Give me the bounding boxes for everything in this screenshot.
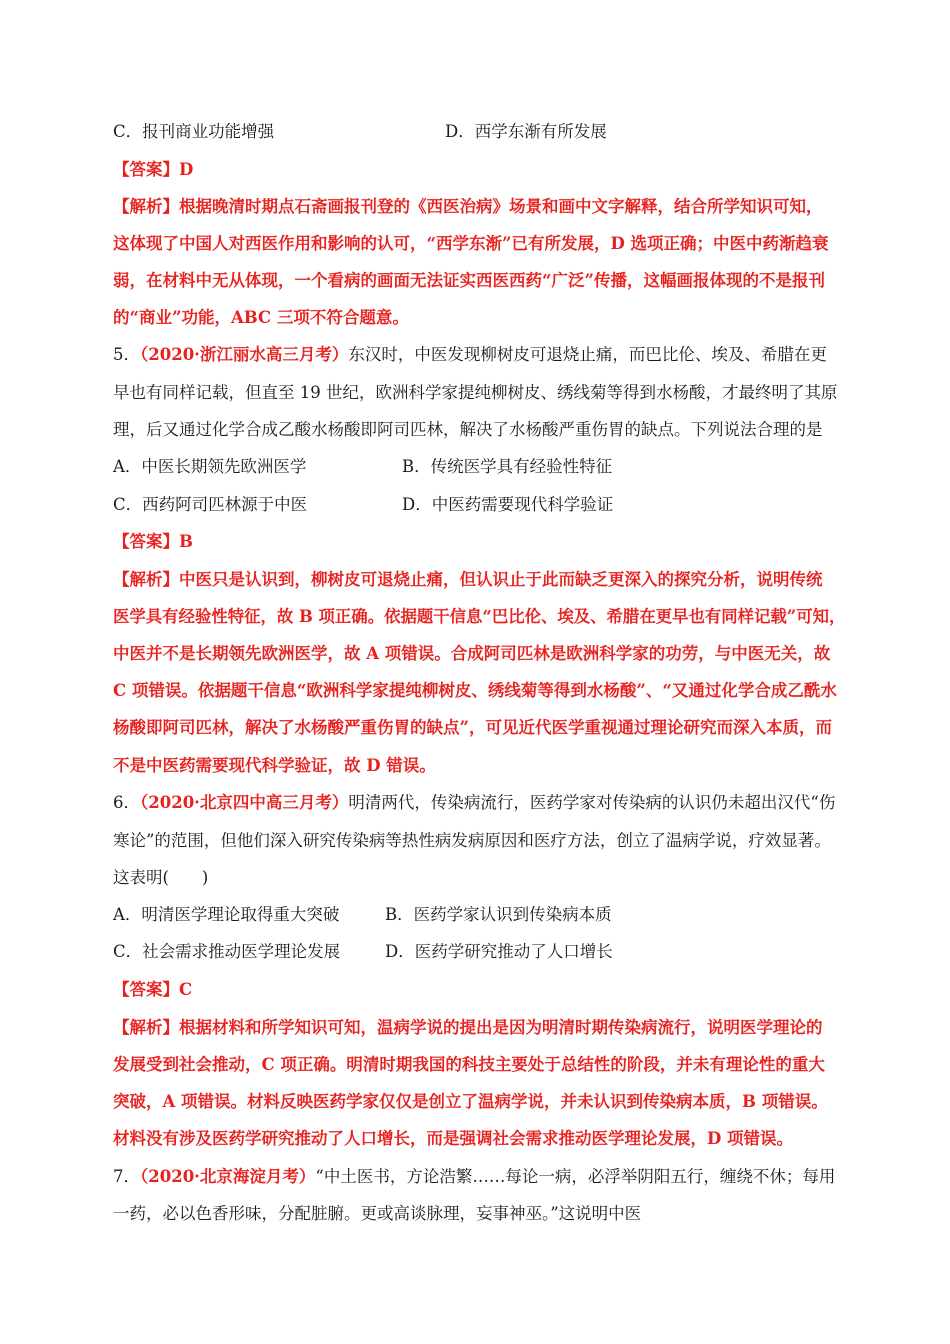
q5-analysis-line: 不是中医药需要现代科学验证，故 D 错误。 xyxy=(113,756,436,775)
q6-stem-first-line xyxy=(113,793,835,813)
q6-source: （2020·北京四中高三月考） xyxy=(140,793,349,812)
q6-option-b: B．医药学家认识到传染病本质 xyxy=(385,905,612,924)
q5-analysis-line: 中医并不是长期领先欧洲医学，故 A 项错误。合成阿司匹林是欧洲科学家的功劳，与中医无关，故 xyxy=(113,644,831,663)
q5-stem-line: 理，后又通过化学合成乙酸水杨酸即阿司匹林，解决了水杨酸严重伤胃的缺点。下列说法合理的是 xyxy=(113,420,823,439)
q6-analysis-line: 材料没有涉及医药学研究推动了人口增长，而是强调社会需求推动医学理论发展，D 项错误。 xyxy=(113,1129,794,1148)
q5-analysis-line: 杨酸即阿司匹林，解决了水杨酸严重伤胃的缺点”，可见近代医学重视通过理论研究而深入本质，而 xyxy=(113,718,832,737)
q6-option-a: A．明清医学理论取得重大突破 xyxy=(113,905,340,924)
q4-analysis-line: 这体现了中国人对西医作用和影响的认可，“西学东渐”已有所发展，D 选项正确；中医中药渐趋衰 xyxy=(113,234,829,253)
q5-stem-line: 早也有同样记载，但直至 19 世纪，欧洲科学家提纯柳树皮、绣线菊等得到水杨酸，才最终明了其原 xyxy=(113,383,838,402)
q5-stem-first-line xyxy=(113,345,827,365)
q6-stem-line: 这表明( ) xyxy=(113,868,209,887)
q4-analysis-line: 的“商业”功能，ABC 三项不符合题意。 xyxy=(113,308,409,327)
q6-stem-line: 寒论”的范围，但他们深入研究传染病等热性病发病原因和医疗方法，创立了温病学说，疗效显著。 xyxy=(113,831,831,850)
q4-option-d: D．西学东渐有所发展 xyxy=(445,122,607,141)
q5-option-c: C．西药阿司匹林源于中医 xyxy=(113,495,308,514)
q7-stem-text: “中土医书，方论浩繁……每论一病，必浮举阴阳五行，缠绕不休；每用 xyxy=(315,1167,836,1186)
q4-answer: 【答案】D xyxy=(113,160,194,179)
q5-number: 5． xyxy=(113,345,140,364)
q5-source: （2020·浙江丽水高三月考） xyxy=(140,345,349,364)
q7-source: （2020·北京海淀月考） xyxy=(140,1167,316,1186)
q6-option-c: C．社会需求推动医学理论发展 xyxy=(113,942,341,961)
q7-number: 7． xyxy=(113,1167,140,1186)
q5-analysis-line: 医学具有经验性特征，故 B 项正确。依据题干信息“巴比伦、埃及、希腊在更早也有同样记载”可知， xyxy=(113,607,846,626)
q5-option-d: D．中医药需要现代科学验证 xyxy=(402,495,614,514)
q5-analysis-line: 【解析】中医只是认识到，柳树皮可退烧止痛，但认识止于此而缺乏更深入的探究分析，说明传统 xyxy=(113,570,823,589)
q6-analysis-line: 【解析】根据材料和所学知识可知，温病学说的提出是因为明清时期传染病流行，说明医学理论的 xyxy=(113,1018,823,1037)
q5-analysis-line: C 项错误。依据题干信息“欧洲科学家提纯柳树皮、绣线菊等得到水杨酸”、“又通过化学合成乙酰水 xyxy=(113,681,837,700)
q6-answer: 【答案】C xyxy=(113,980,193,999)
q5-stem-text: 东汉时，中医发现柳树皮可退烧止痛，而巴比伦、埃及、希腊在更 xyxy=(348,345,827,364)
q4-option-c: C．报刊商业功能增强 xyxy=(113,122,275,141)
q7-stem-line: 一药，必以色香形味，分配脏腑。更或高谈脉理，妄事神巫。”这说明中医 xyxy=(113,1204,642,1223)
q5-option-b: B．传统医学具有经验性特征 xyxy=(402,457,613,476)
q5-answer: 【答案】B xyxy=(113,532,193,551)
q6-option-d: D．医药学研究推动了人口增长 xyxy=(385,942,613,961)
q5-option-a: A．中医长期领先欧洲医学 xyxy=(113,457,307,476)
q6-analysis-line: 发展受到社会推动，C 项正确。明清时期我国的科技主要处于总结性的阶段，并未有理论性的重大 xyxy=(113,1055,825,1074)
q4-analysis-line: 【解析】根据晚清时期点石斋画报刊登的《西医治病》场景和画中文字解释，结合所学知识可知， xyxy=(113,197,823,216)
q6-number: 6． xyxy=(113,793,140,812)
q6-analysis-line: 突破，A 项错误。材料反映医药学家仅仅是创立了温病学说，并未认识到传染病本质，B 项错误。 xyxy=(113,1092,828,1111)
q7-stem-first-line xyxy=(113,1167,835,1187)
q6-stem-text: 明清两代，传染病流行，医药学家对传染病的认识仍未超出汉代“伤 xyxy=(348,793,836,812)
q4-analysis-line: 弱，在材料中无从体现，一个看病的画面无法证实西医西药“广泛”传播，这幅画报体现的不是报刊 xyxy=(113,271,825,290)
